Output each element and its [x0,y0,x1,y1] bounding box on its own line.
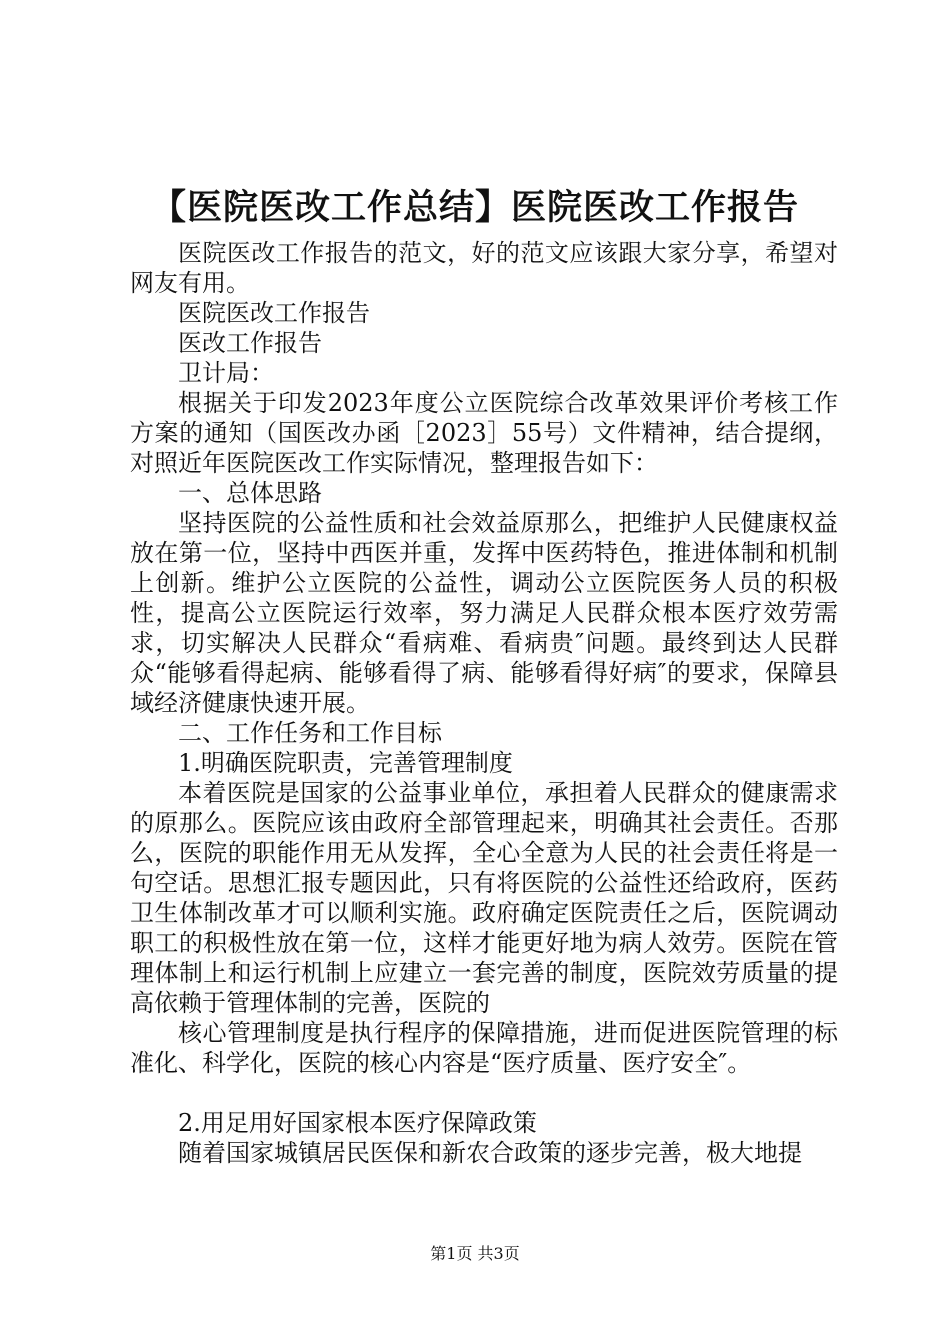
paragraph-overall: 坚持医院的公益性质和社会效益原那么，把维护人民健康权益放在第一位，坚持中西医并重，发挥中医药特色，推进体制和机制上创新。维护公立医院的公益性，调动公立医院医务人员的积极性，提高公立医院运行效率，努力满足人民群众根本医疗效劳需求，切实解决人民群众“看病难、看病贵″问题。最终到达人民群众“能够看得起病、能够看得了病、能够看得好病″的要求，保障县域经济健康快速开展。 [130,509,838,717]
section-heading-overall: 一、总体思路 [178,479,322,507]
paragraph-report-subtitle: 医改工作报告 [178,329,322,357]
page-footer: 第1页 共3页 [430,1244,520,1263]
paragraph-gap [130,1078,838,1108]
paragraph-core-management: 核心管理制度是执行程序的保障措施，进而促进医院管理的标准化、科学化，医院的核心内容是“医疗质量、医疗安全″。 [130,1019,838,1077]
paragraph-insurance: 随着国家城镇居民医保和新农合政策的逐步完善，极大地提 [178,1139,802,1167]
paragraph-basis: 根据关于印发2023年度公立医院综合改革效果评价考核工作方案的通知（国医改办函［2023］55号）文件精神，结合提纲，对照近年医院医改工作实际情况，整理报告如下： [130,389,838,477]
subheading-duties: 1.明确医院职责，完善管理制度 [178,749,513,777]
document-title: 【医院医改工作总结】医院医改工作报告 [150,187,799,228]
subheading-insurance: 2.用足用好国家根本医疗保障政策 [178,1109,537,1137]
paragraph-report-title: 医院医改工作报告 [178,299,370,327]
section-heading-tasks: 二、工作任务和工作目标 [178,719,442,747]
paragraph-intro: 医院医改工作报告的范文，好的范文应该跟大家分享，希望对网友有用。 [130,239,838,297]
paragraph-duties: 本着医院是国家的公益事业单位，承担着人民群众的健康需求的原那么。医院应该由政府全部管理起来，明确其社会责任。否那么，医院的职能作用无从发挥，全心全意为人民的社会责任将是一句空话。思想汇报专题因此，只有将医院的公益性还给政府，医药卫生体制改革才可以顺利实施。政府确定医院责任之后，医院调动职工的积极性放在第一位，这样才能更好地为病人效劳。医院在管理体制上和运行机制上应建立一套完善的制度，医院效劳质量的提高依赖于管理体制的完善，医院的 [130,779,838,1017]
document-body [130,238,838,1168]
paragraph-addressee: 卫计局： [178,359,274,387]
